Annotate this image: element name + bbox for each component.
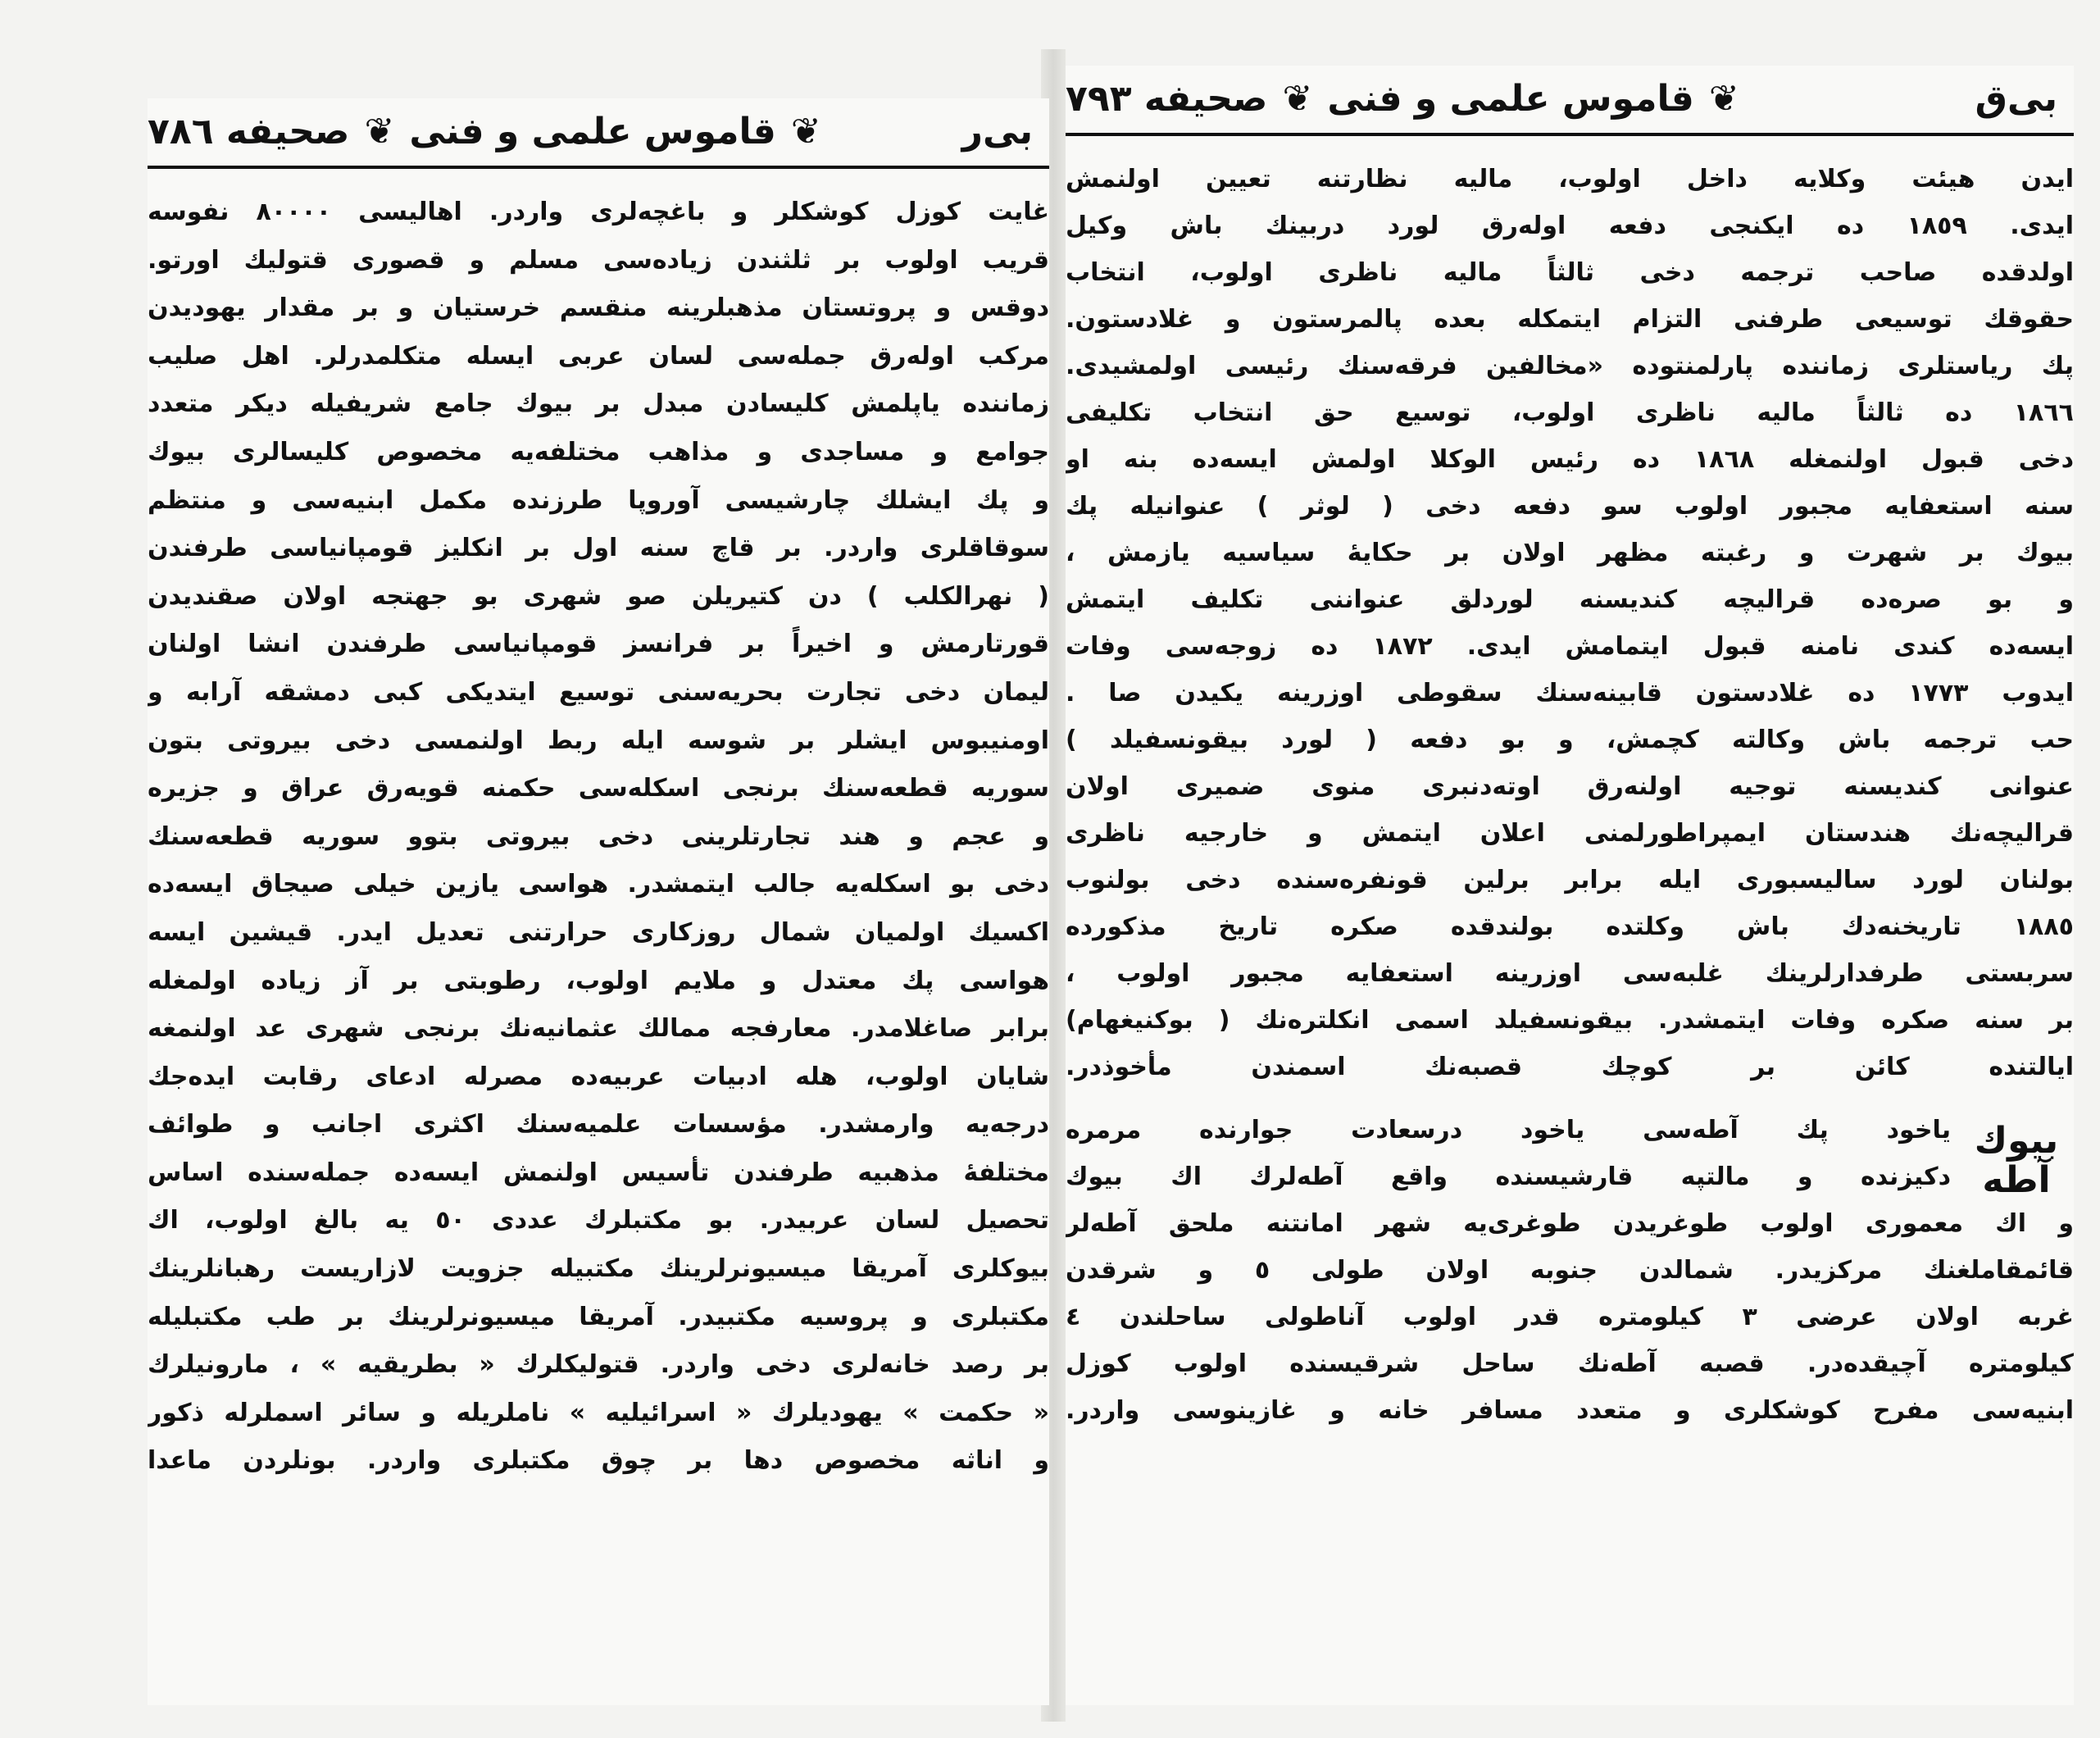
entry-line: دكيزنده و مالتپه قارشيسنده واقع آطه‌لرك اك بيوك — [1066, 1162, 1951, 1191]
text-line: سوقاقلرى واردر. بر قاچ سنه اول بر انكليز قومپانياسى طرفندن — [148, 534, 1049, 563]
text-line: و اناثه مخصوص دها بر چوق مكتبلرى واردر. بونلردن ماعدا — [148, 1446, 1049, 1476]
text-line: سنه استعفايه مجبور اولوب سو دفعه دخى ( لوثر ) عنوانيله پك — [1066, 492, 2074, 521]
right-page — [1066, 66, 2074, 1705]
text-line: شايان اولوب، هله ادبيات عربيه‌ده مصرله ادعاى رقابت ايده‌جك — [148, 1062, 1049, 1091]
text-line: ١٨٦٦ ده ثالثاً ماليه ناظرى اولوب، توسيع حق انتخاب تكليفى — [1066, 398, 2074, 427]
text-line: مكتبلرى و پروسيه مكتبيدر. آمريقا ميسيونرلرينك بر طب مكتبليله — [148, 1302, 1049, 1331]
text-line: ( نهرالكلب ) دن كتيريلن صو شهرى بو جهتجه اولان صقنديدن — [148, 581, 1049, 611]
text-line: بولنان لورد ساليسبورى ايله برابر برلين قونفره‌سنده دخى بولنوب — [1066, 866, 2074, 894]
text-line: اكسيك اولميان شمال روزكارى حرارتنى تعديل ايدر. قيشين ايسه — [148, 917, 1049, 947]
text-line: بيوك بر شهرت و رغبته مظهر اولان بر حكايهٔ سياسيه يازمش ، — [1066, 539, 2074, 567]
text-line: دخى قبول اولنمغله ١٨٦٨ ده رئيس الوكلا اولمش ايسه‌ده‌ بنه او — [1066, 445, 2074, 474]
text-line: ايالتنده كائن بر كوچك قصبه‌نك اسمندن مأخوذدر. — [1066, 1053, 2074, 1081]
left-page-number: صحيفه ٧٨٦ — [148, 110, 350, 152]
text-line: مركب اوله‌رق جمله‌سى لسان عربى ايسله متكلمدرلر. اهل صليب — [148, 341, 1049, 371]
text-line: دوقس و پروتستان مذهبلرينه منقسم خرستيان و بر مقدار يهوديدن — [148, 293, 1049, 323]
right-page-number: صحيفه ٧٩٣ — [1066, 77, 1268, 120]
ornament-icon: ❦ — [364, 110, 395, 152]
entry-line: كيلومتره آچيقده‌در. قصبه آطه‌نك ساحل شرقيسنده اولوب كوزل — [1066, 1349, 2074, 1378]
entry-line: غربه اولان عرضى ٣ كيلومتره قدر اولوب آناطولى ساحلندن ٤ — [1066, 1303, 2074, 1331]
text-line: اولدقده صاحب ترجمه دخى ثالثاً ماليه ناظرى اولوب، انتخاب — [1066, 258, 2074, 287]
text-line: ايسه‌ده كندى نامنه قبول ايتمامش ايدى. ١٨٧٢ ده زوجه‌سى وفات — [1066, 632, 2074, 661]
text-line: درجه‌يه وارمشدر. مؤسسات علميه‌سنك اكثرى اجانب و طوائف — [148, 1110, 1049, 1140]
left-page — [148, 98, 1049, 1705]
left-header-rule — [148, 166, 1049, 169]
text-line: ليمان دخى تجارت بحريه‌سنى توسيع ايتديكى كبى دمشقه آرابه و — [148, 677, 1049, 707]
text-line: برابر صاغلامدر. معارفجه ممالك عثمانيه‌نك برنجى شهرى عد اولنمغه — [148, 1014, 1049, 1044]
text-line: « حكمت » يهوديلرك « اسرائيليه » ناملريله و سائر اسملرله ذكور — [148, 1398, 1049, 1427]
text-line: سربستى طرفدارلرينك غلبه‌سى اوزرينه استعفايه مجبور اولوب ، — [1066, 959, 2074, 988]
entry-line: ابنيه‌سى مفرح كوشكلرى و متعدد مسافر خانه و غازينوسى واردر. — [1066, 1396, 2074, 1425]
text-line: قريب اولوب بر ثلثندن زياده‌سى مسلم و قصورى قتوليك اورتو. — [148, 245, 1049, 275]
text-line: حب ترجمه باش وكالته كچمش، و بو دفعه ( لورد بيقونسفيلد ) — [1066, 726, 2074, 754]
left-header-center — [148, 111, 821, 152]
entry-line: قائمقاملغنك مركزيدر. شمالدن جنوبه اولان طولى ٥ و شرقدن — [1066, 1256, 2074, 1285]
text-line: سوريه قطعه‌سنك برنجى اسكله‌سى حكمنه قويه‌رق عراق و جزيره — [148, 774, 1049, 803]
text-line: پك رياستلرى زماننده پارلمنتوده «مخالفين فرقه‌سنك رئيسى اولمشيدى. — [1066, 352, 2074, 380]
entry-line: و اك معمورى اولوب طوغريدن طوغرى‌يه شهر امانتنه ملحق آطه‌لر — [1066, 1209, 2074, 1238]
entry-line: ياخود پك آطه‌سى ياخود درسعادت جوارنده مرمره — [1066, 1116, 1951, 1144]
text-line: ايدن هيئت وكلايه داخل اولوب، ماليه نظارتنه تعيين اولنمش — [1066, 165, 2074, 193]
text-line: قراليچه‌نك هندستان ايمپراطورلمنى اعلان ايتمش و خارجيه ناظرى — [1066, 819, 2074, 848]
left-page-body — [148, 189, 1049, 1485]
text-line: بر رصد خانه‌لرى دخى واردر. قتوليكلرك « بطريقيه » ، مارونيلرك — [148, 1350, 1049, 1380]
left-page-title: قاموس علمى و فنى — [409, 110, 776, 152]
text-line: هواسى پك معتدل و ملايم اولوب، رطوبتى بر آز زياده اولمغله — [148, 966, 1049, 995]
text-line: بر سنه صكره وفات ايتمشدر. بيقونسفيلد اسمى انكلتره‌نك ( بوكنيغهام) — [1066, 1006, 2074, 1035]
text-line: و بو صره‌ده قراليچه كنديسنه لوردلق عنواننى تكليف ايتمش — [1066, 585, 2074, 614]
right-page-body — [1066, 156, 2074, 1434]
text-line: تحصيل لسان عربيدر. بو مكتبلرك عددى ٥٠ يه بالغ اولوب، اك — [148, 1206, 1049, 1235]
ornament-icon: ❦ — [1708, 77, 1739, 120]
right-section-label: بى‌ق — [1975, 77, 2057, 120]
left-page-header — [148, 98, 1049, 164]
ornament-icon: ❦ — [1282, 77, 1313, 120]
dictionary-entry — [1066, 1107, 2074, 1200]
right-page-header — [1066, 66, 2074, 131]
ornament-icon: ❦ — [790, 110, 821, 152]
text-line: و پك ايشلك چارشيسى آوروپا طرزنده مكمل ابنيه‌سى و منتظم — [148, 485, 1049, 515]
right-header-rule — [1066, 133, 2074, 136]
text-line: غايت كوزل كوشكلر و باغچه‌لرى واردر. اهاليسى ٨٠٠٠٠ نفوسه — [148, 198, 1049, 226]
text-line: دخى بو اسكله‌يه جالب ايتمشدر. هواسى يازين خيلى صيجاق ايسه‌ده — [148, 870, 1049, 899]
text-line: بيوكلرى آمريقا ميسيونرلرينك مكتبيله جزويت لازاريست رهبانلرينك — [148, 1254, 1049, 1284]
text-line: زماننده ياپلمش كليسادن مبدل بر بيوك جامع شريفيله ديكر متعدد — [148, 389, 1049, 419]
text-line: ايدوب ١٧٧٣ ده غلادستون قابينه‌سنك سقوطى اوزرينه يكيدن صا . — [1066, 679, 2074, 707]
text-line: جوامع و مساجدى و مذاهب مختلفه‌يه مخصوص كليسالرى بيوك — [148, 437, 1049, 466]
text-line: عنوانى كنديسنه توجيه اولنه‌رق اوته‌دنبرى منوى ضميرى اولان — [1066, 772, 2074, 801]
text-line: ايدى. ١٨٥٩ ده ايكنجى دفعه اوله‌رق لورد دربينك باش وكيل — [1066, 212, 2074, 240]
left-section-label: بى‌ر — [961, 110, 1033, 152]
text-line: اومنيبوس ايشلر بر شوسه ايله ربط اولنمسى دخى بيروتى بتون — [148, 726, 1049, 755]
entry-headword: بيوك آطه — [1974, 1120, 2059, 1202]
text-line: قورتارمش و اخيراً بر فرانسز قومپانياسى طرفندن انشا اولنان — [148, 630, 1049, 659]
text-line: حقوقك توسيعى طرفنى التزام ايتمكله بعده پالمرستون و غلادستون. — [1066, 305, 2074, 334]
text-line: و عجم و هند تجارتلرينى دخى بيروتى بتوو سوريه قطعه‌سنك — [148, 821, 1049, 851]
text-line: مختلفهٔ مذهبيه طرفندن تأسيس اولنمش ايسه‌ده جمله‌سنده اساس — [148, 1158, 1049, 1187]
text-line: ١٨٨٥ تاريخنه‌دك باش وكلتده بولندقده صكره تاريخ مذكورده — [1066, 912, 2074, 941]
right-page-title: قاموس علمى و فنى — [1327, 77, 1694, 120]
right-header-center — [1066, 78, 1739, 120]
